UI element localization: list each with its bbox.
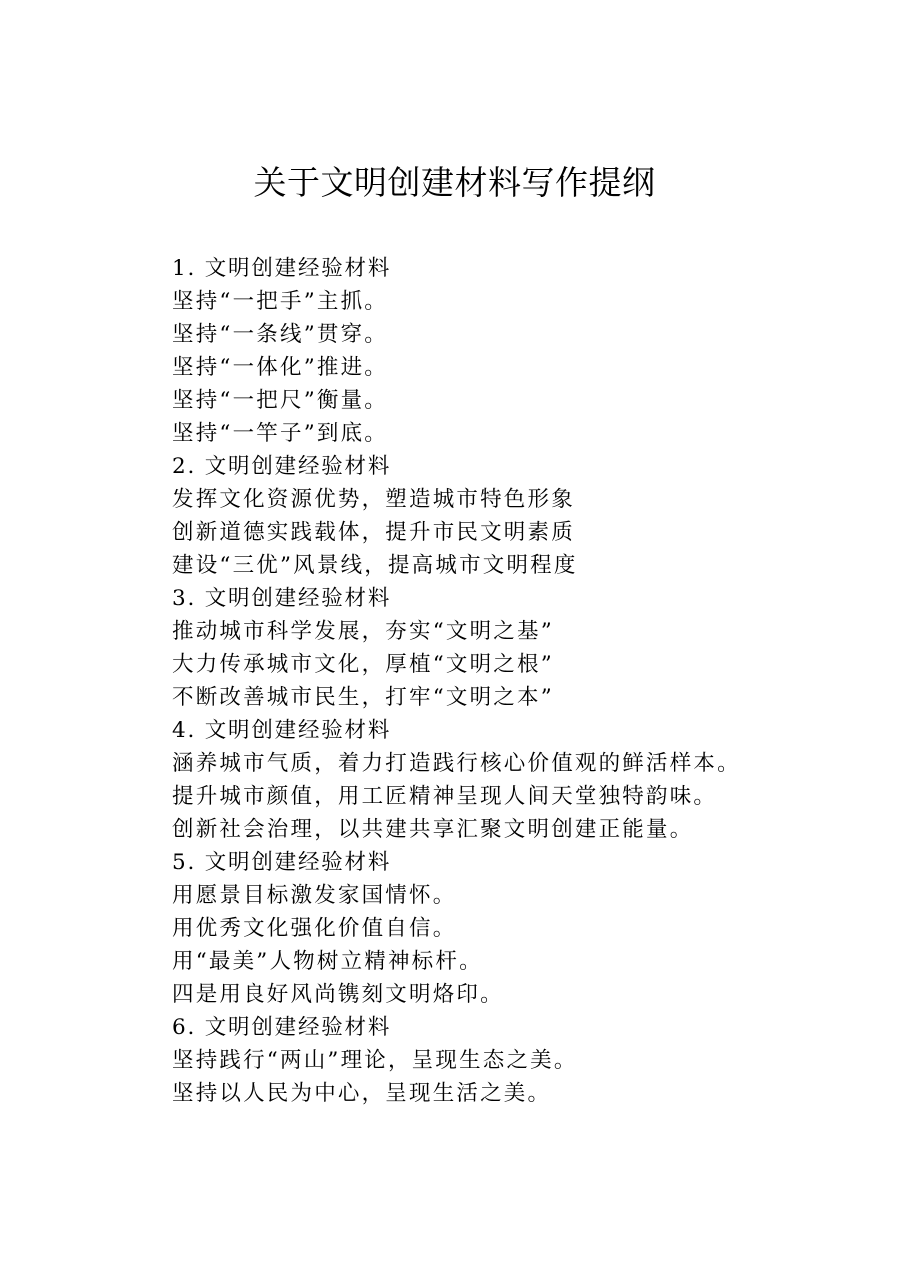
outline-item: 用愿景目标激发家国情怀。 [172,883,457,908]
outline-item: 大力传承城市文化，厚植“文明之根” [172,652,554,677]
outline-item: 不断改善城市民生，打牢“文明之本” [172,685,554,710]
section-heading: 1. 文明创建经验材料 [172,256,392,281]
outline-item: 坚持以人民为中心，呈现生活之美。 [172,1081,552,1106]
outline-item: 创新道德实践载体，提升市民文明素质 [172,520,575,545]
outline-item: 坚持“一把尺”衡量。 [172,388,388,413]
outline-item: 坚持“一竿子”到底。 [172,421,388,446]
section-heading: 2. 文明创建经验材料 [172,454,392,479]
outline-item: 建设“三优”风景线，提高城市文明程度 [172,553,578,578]
outline-list [172,252,872,1110]
outline-item: 坚持践行“两山”理论，呈现生态之美。 [172,1048,578,1073]
outline-item: 四是用良好风尚镌刻文明烙印。 [172,982,504,1007]
outline-item: 提升城市颜值，用工匠精神呈现人间天堂独特韵味。 [172,784,718,809]
section-heading: 3. 文明创建经验材料 [172,586,392,611]
section-heading: 6. 文明创建经验材料 [172,1015,392,1040]
outline-item: 坚持“一把手”主抓。 [172,289,388,314]
outline-item: 用优秀文化强化价值自信。 [172,916,457,941]
outline-item: 坚持“一体化”推进。 [172,355,388,380]
outline-item: 涵养城市气质，着力打造践行核心价值观的鲜活样本。 [172,751,741,776]
outline-item: 用“最美”人物树立精神标杆。 [172,949,483,974]
outline-item: 发挥文化资源优势，塑造城市特色形象 [172,487,575,512]
outline-item: 创新社会治理，以共建共享汇聚文明创建正能量。 [172,817,694,842]
document-title: 关于文明创建材料写作提纲 [253,163,656,202]
section-heading: 4. 文明创建经验材料 [172,718,392,743]
outline-item: 坚持“一条线”贯穿。 [172,322,388,347]
outline-item: 推动城市科学发展，夯实“文明之基” [172,619,554,644]
section-heading: 5. 文明创建经验材料 [172,850,392,875]
